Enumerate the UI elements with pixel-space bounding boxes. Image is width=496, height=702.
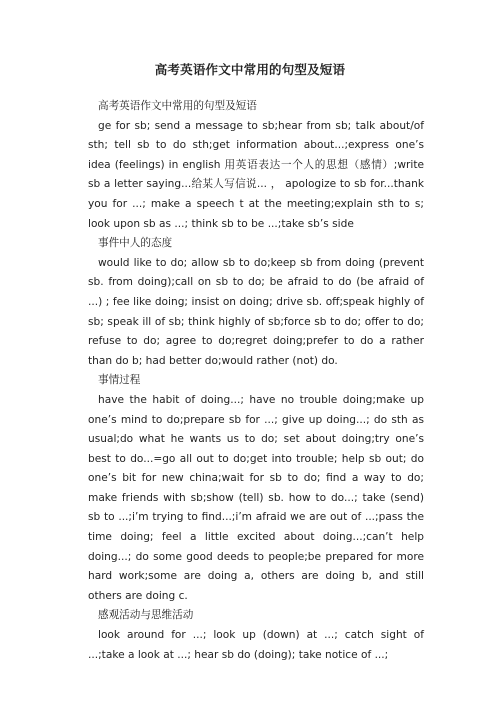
section-heading-intro: 高考英语作文中常用的句型及短语 bbox=[98, 100, 257, 112]
section-heading-attitude: 事件中人的态度 bbox=[98, 237, 173, 250]
paragraph-perception: look around for ...; look up (down) at ...; catch sight of ...;take a look at ...; hear sb do (doing); take notice of ...; bbox=[88, 629, 424, 661]
paragraph-process: have the habit of doing...; have no trouble doing;make up one’s mind to do;prepare sb for ...; give up doing...; do sth as usual;do what he wants us to do; set about doing;try one’s best to do...=go all out to do;get into trouble; help sb out; do one’s bit for new china;wait for sb to do; find a way to do; make friends with sb;show (tell) sb. how to do...; take (send) sb to ...;i’m trying to find...;i’m afraid we are out of ...;pass the time doing; feel a little excited about doing...;can’t help doing...; do some good deeds to people;be prepared for more hard work;some are doing a, others are doing b, and still others are doing c. bbox=[88, 393, 424, 602]
paragraph-attitude: would like to do; allow sb to do;keep sb from doing (prevent sb. from doing);call on sb to do; be afraid to do (be afraid of ...) ; fee like doing; insist on doing; drive sb. off;speak highly of sb; speak ill of sb; think highly of sb;force sb to do; offer to do; refuse to do; agree to do;regret doing;prefer to do a rather than do b; had better do;would rather (not) do. bbox=[88, 256, 424, 367]
page-title: 高考英语作文中常用的句型及短语 bbox=[154, 62, 346, 77]
section-heading-perception: 感观活动与思维活动 bbox=[98, 609, 194, 622]
section-heading-process: 事情过程 bbox=[98, 374, 141, 387]
paragraph-communication: ge for sb; send a message to sb;hear from sb; talk about/of sth; tell sb to do sth;get information about...;express one’s idea (feelings) in english 用英语表达一个人的思想（感情）;write sb a letter saying...给某人写信说... ， apologize to sb for...thank you for ...; make a speech t at the meeting;explain sth to s; look upon sb as ...; think sb to be ...;take sb’s side bbox=[88, 119, 424, 230]
